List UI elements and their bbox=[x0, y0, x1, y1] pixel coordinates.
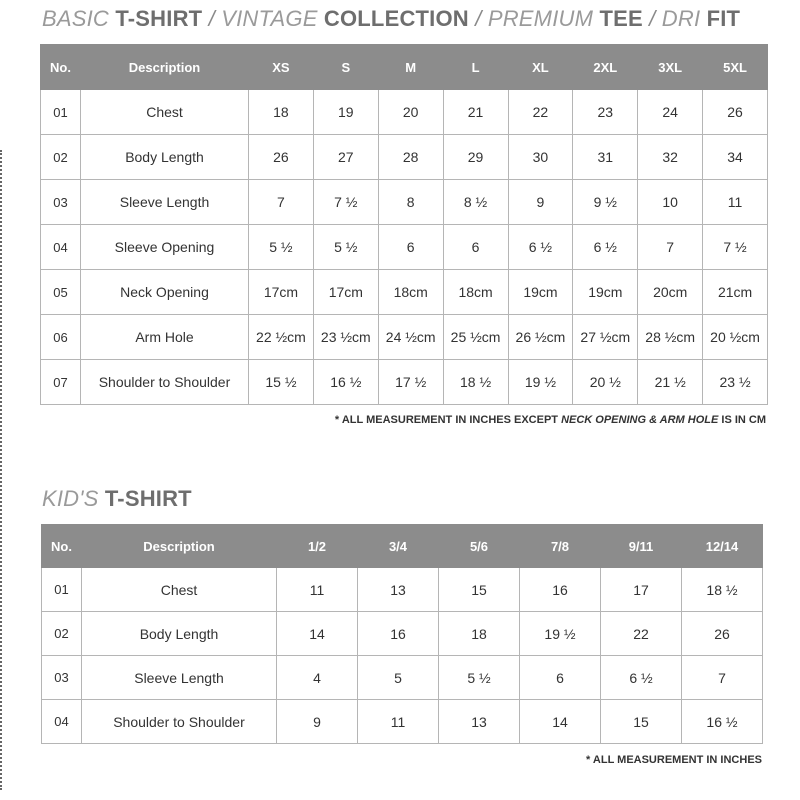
measurement-cell: 7 ½ bbox=[313, 180, 378, 225]
title-word-tshirt: T-SHIRT bbox=[115, 6, 203, 31]
table-row bbox=[41, 315, 768, 360]
measurement-cell: 20 ½cm bbox=[703, 315, 768, 360]
measurement-cell: 14 bbox=[520, 700, 601, 744]
measurement-cell: 15 ½ bbox=[249, 360, 314, 405]
column-header-no: No. bbox=[42, 525, 82, 568]
row-number-cell: 02 bbox=[42, 612, 82, 656]
measurement-cell: 28 bbox=[378, 135, 443, 180]
row-number-cell: 03 bbox=[42, 656, 82, 700]
column-header-size: XS bbox=[249, 45, 314, 90]
kids-size-chart-title bbox=[42, 486, 192, 512]
measurement-cell: 20 bbox=[378, 90, 443, 135]
header-row bbox=[42, 525, 763, 568]
measurement-cell: 23 ½cm bbox=[313, 315, 378, 360]
column-header-size: 7/8 bbox=[520, 525, 601, 568]
measurement-cell: 6 ½ bbox=[508, 225, 573, 270]
adult-table-header bbox=[41, 45, 768, 90]
measurement-cell: 18cm bbox=[443, 270, 508, 315]
row-number-cell: 02 bbox=[41, 135, 81, 180]
measurement-cell: 19 ½ bbox=[508, 360, 573, 405]
measurement-cell: 34 bbox=[703, 135, 768, 180]
measurement-cell: 11 bbox=[703, 180, 768, 225]
measurement-cell: 20cm bbox=[638, 270, 703, 315]
measurement-cell: 28 ½cm bbox=[638, 315, 703, 360]
measurement-cell: 23 bbox=[573, 90, 638, 135]
column-header-size: 2XL bbox=[573, 45, 638, 90]
measurement-cell: 17 ½ bbox=[378, 360, 443, 405]
measurement-cell: 11 bbox=[358, 700, 439, 744]
description-cell: Shoulder to Shoulder bbox=[81, 360, 249, 405]
measurement-cell: 15 bbox=[439, 568, 520, 612]
title-word-tshirt: T-SHIRT bbox=[104, 486, 192, 511]
measurement-cell: 20 ½ bbox=[573, 360, 638, 405]
measurement-cell: 26 bbox=[249, 135, 314, 180]
measurement-cell: 16 ½ bbox=[313, 360, 378, 405]
measurement-cell: 6 ½ bbox=[601, 656, 682, 700]
measurement-cell: 32 bbox=[638, 135, 703, 180]
measurement-cell: 7 bbox=[638, 225, 703, 270]
measurement-cell: 18 bbox=[439, 612, 520, 656]
measurement-cell: 21 ½ bbox=[638, 360, 703, 405]
measurement-cell: 6 bbox=[378, 225, 443, 270]
measurement-cell: 5 ½ bbox=[439, 656, 520, 700]
kids-size-table bbox=[41, 524, 763, 744]
table-row bbox=[41, 90, 768, 135]
row-number-cell: 04 bbox=[42, 700, 82, 744]
measurement-cell: 25 ½cm bbox=[443, 315, 508, 360]
measurement-cell: 11 bbox=[277, 568, 358, 612]
description-cell: Neck Opening bbox=[81, 270, 249, 315]
measurement-cell: 19cm bbox=[573, 270, 638, 315]
measurement-cell: 15 bbox=[601, 700, 682, 744]
column-header-size: M bbox=[378, 45, 443, 90]
measurement-cell: 22 ½cm bbox=[249, 315, 314, 360]
column-header-size: 5/6 bbox=[439, 525, 520, 568]
measurement-cell: 29 bbox=[443, 135, 508, 180]
description-cell: Body Length bbox=[81, 135, 249, 180]
description-cell: Sleeve Length bbox=[81, 180, 249, 225]
measurement-cell: 30 bbox=[508, 135, 573, 180]
table-row bbox=[42, 612, 763, 656]
column-header-size: S bbox=[313, 45, 378, 90]
column-header-size: 12/14 bbox=[682, 525, 763, 568]
row-number-cell: 04 bbox=[41, 225, 81, 270]
column-header-description: Description bbox=[82, 525, 277, 568]
title-word-dri: DRI bbox=[661, 6, 707, 31]
description-cell: Sleeve Opening bbox=[81, 225, 249, 270]
kids-table-body bbox=[42, 568, 763, 744]
row-number-cell: 06 bbox=[41, 315, 81, 360]
table-row bbox=[41, 270, 768, 315]
row-number-cell: 05 bbox=[41, 270, 81, 315]
measurement-cell: 7 bbox=[249, 180, 314, 225]
measurement-cell: 26 ½cm bbox=[508, 315, 573, 360]
measurement-cell: 26 bbox=[703, 90, 768, 135]
measurement-cell: 16 ½ bbox=[682, 700, 763, 744]
title-word-collection: COLLECTION bbox=[323, 6, 469, 31]
row-number-cell: 01 bbox=[42, 568, 82, 612]
title-word-vintage: VINTAGE bbox=[221, 6, 324, 31]
measurement-cell: 9 bbox=[508, 180, 573, 225]
measurement-cell: 19cm bbox=[508, 270, 573, 315]
description-cell: Body Length bbox=[82, 612, 277, 656]
measurement-cell: 8 bbox=[378, 180, 443, 225]
measurement-cell: 31 bbox=[573, 135, 638, 180]
measurement-cell: 17cm bbox=[249, 270, 314, 315]
kids-measurement-note: * ALL MEASUREMENT IN INCHES bbox=[585, 754, 762, 766]
measurement-cell: 6 ½ bbox=[573, 225, 638, 270]
measurement-cell: 22 bbox=[601, 612, 682, 656]
measurement-cell: 24 bbox=[638, 90, 703, 135]
description-cell: Arm Hole bbox=[81, 315, 249, 360]
measurement-cell: 19 bbox=[313, 90, 378, 135]
measurement-cell: 4 bbox=[277, 656, 358, 700]
measurement-cell: 17cm bbox=[313, 270, 378, 315]
title-separator: / bbox=[642, 6, 662, 31]
table-row bbox=[42, 700, 763, 744]
table-row bbox=[41, 360, 768, 405]
adult-size-table bbox=[40, 44, 768, 405]
measurement-cell: 9 bbox=[277, 700, 358, 744]
measurement-cell: 6 bbox=[443, 225, 508, 270]
column-header-size: 1/2 bbox=[277, 525, 358, 568]
measurement-cell: 10 bbox=[638, 180, 703, 225]
adult-size-chart-title bbox=[42, 6, 740, 32]
measurement-cell: 7 ½ bbox=[703, 225, 768, 270]
measurement-cell: 18 bbox=[249, 90, 314, 135]
measurement-cell: 14 bbox=[277, 612, 358, 656]
kids-table-header bbox=[42, 525, 763, 568]
description-cell: Shoulder to Shoulder bbox=[82, 700, 277, 744]
title-word-fit: FIT bbox=[706, 6, 741, 31]
column-header-description: Description bbox=[81, 45, 249, 90]
title-word-premium: PREMIUM bbox=[487, 6, 600, 31]
measurement-cell: 18 ½ bbox=[443, 360, 508, 405]
table-row bbox=[42, 568, 763, 612]
measurement-cell: 27 ½cm bbox=[573, 315, 638, 360]
title-word-tee: TEE bbox=[599, 6, 643, 31]
measurement-cell: 23 ½ bbox=[703, 360, 768, 405]
table-row bbox=[42, 656, 763, 700]
measurement-cell: 5 ½ bbox=[313, 225, 378, 270]
measurement-cell: 16 bbox=[358, 612, 439, 656]
measurement-cell: 13 bbox=[358, 568, 439, 612]
row-number-cell: 01 bbox=[41, 90, 81, 135]
table-row bbox=[41, 180, 768, 225]
note-text: IS IN CM bbox=[718, 414, 766, 426]
note-text-italic: NECK OPENING & ARM HOLE bbox=[561, 414, 719, 426]
header-row bbox=[41, 45, 768, 90]
measurement-cell: 19 ½ bbox=[520, 612, 601, 656]
adult-table-body bbox=[41, 90, 768, 405]
title-word-basic: BASIC bbox=[42, 6, 116, 31]
measurement-cell: 18 ½ bbox=[682, 568, 763, 612]
table-row bbox=[41, 225, 768, 270]
title-word-kids: KID'S bbox=[42, 486, 105, 511]
measurement-cell: 9 ½ bbox=[573, 180, 638, 225]
description-cell: Chest bbox=[82, 568, 277, 612]
column-header-size: XL bbox=[508, 45, 573, 90]
description-cell: Sleeve Length bbox=[82, 656, 277, 700]
table-row bbox=[41, 135, 768, 180]
column-header-size: 9/11 bbox=[601, 525, 682, 568]
measurement-cell: 8 ½ bbox=[443, 180, 508, 225]
measurement-cell: 21cm bbox=[703, 270, 768, 315]
measurement-cell: 27 bbox=[313, 135, 378, 180]
measurement-cell: 5 ½ bbox=[249, 225, 314, 270]
title-separator: / bbox=[468, 6, 488, 31]
measurement-cell: 7 bbox=[682, 656, 763, 700]
measurement-cell: 6 bbox=[520, 656, 601, 700]
column-header-no: No. bbox=[41, 45, 81, 90]
note-text: * ALL MEASUREMENT IN INCHES EXCEPT bbox=[334, 414, 562, 426]
measurement-cell: 21 bbox=[443, 90, 508, 135]
measurement-cell: 17 bbox=[601, 568, 682, 612]
measurement-cell: 22 bbox=[508, 90, 573, 135]
row-number-cell: 03 bbox=[41, 180, 81, 225]
measurement-cell: 18cm bbox=[378, 270, 443, 315]
measurement-cell: 5 bbox=[358, 656, 439, 700]
measurement-cell: 13 bbox=[439, 700, 520, 744]
measurement-cell: 16 bbox=[520, 568, 601, 612]
measurement-cell: 26 bbox=[682, 612, 763, 656]
column-header-size: L bbox=[443, 45, 508, 90]
description-cell: Chest bbox=[81, 90, 249, 135]
row-number-cell: 07 bbox=[41, 360, 81, 405]
dotted-edge-divider bbox=[0, 150, 2, 790]
title-separator: / bbox=[202, 6, 222, 31]
adult-measurement-note bbox=[335, 414, 766, 426]
column-header-size: 3XL bbox=[638, 45, 703, 90]
column-header-size: 5XL bbox=[703, 45, 768, 90]
column-header-size: 3/4 bbox=[358, 525, 439, 568]
measurement-cell: 24 ½cm bbox=[378, 315, 443, 360]
